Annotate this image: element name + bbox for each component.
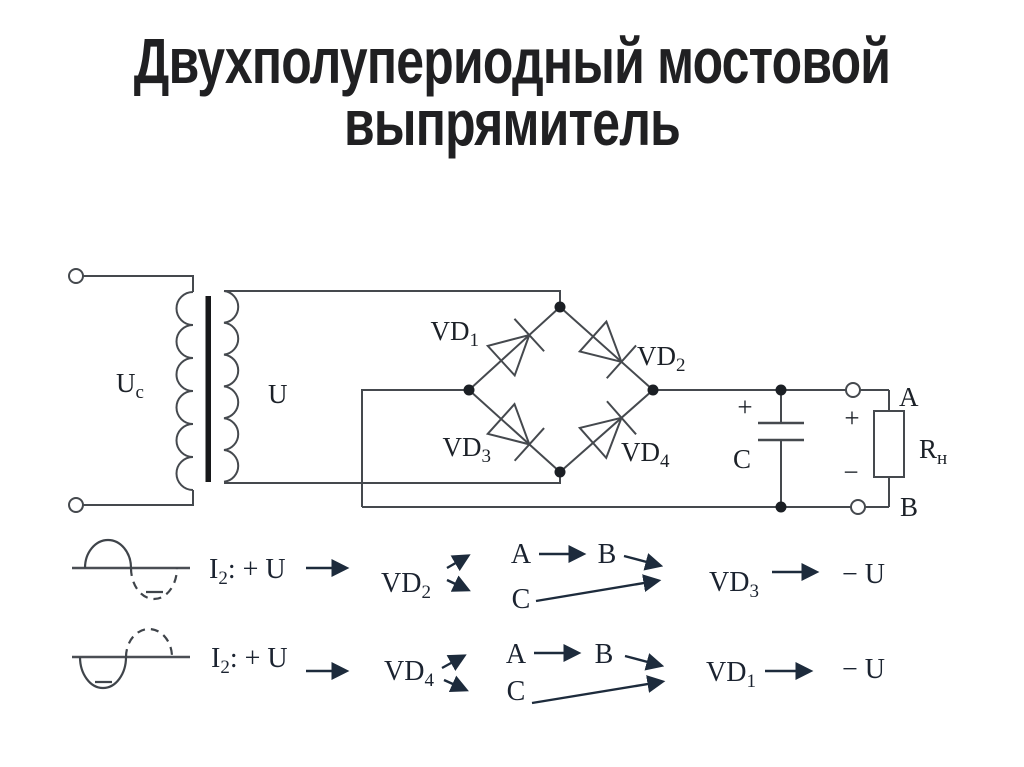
sine-solid-positive-hump: [85, 540, 131, 568]
bridge-right-node: [648, 385, 659, 396]
label-vd1: $VD_1$: [430, 316, 479, 351]
input-terminal-top: [69, 269, 83, 283]
label-terminal-b: B: [900, 492, 919, 522]
diode-cathode-bar: [607, 401, 636, 434]
sine-dashed-positive-hump: [126, 629, 172, 657]
transformer-core: [206, 296, 212, 482]
flow1-merge-arrow-from-b: [624, 556, 658, 565]
flow1-node-b: B: [597, 539, 617, 570]
bridge-bottom-node: [555, 467, 566, 478]
flow1-diode-out-label: $VD_3$: [709, 567, 759, 602]
secondary-bottom-lead: [224, 472, 560, 483]
flow1-diode-in-label: $VD_2$: [381, 568, 431, 603]
bridge-top-node: [555, 302, 566, 313]
primary-lead-top: [83, 276, 193, 292]
capacitor-bottom-junction: [776, 502, 787, 513]
flow-row-negative-halfcycle: [72, 629, 885, 707]
smoothing-capacitor: [758, 390, 804, 507]
flow2-node-b: B: [594, 639, 614, 670]
output-terminal-a: [846, 383, 860, 397]
page-title: Двухполупериодный мостовой выпрямитель: [133, 25, 891, 159]
label-load-resistance: $R_н$: [919, 434, 948, 469]
flow1-input-label: $I_2$: + U: [209, 554, 286, 589]
label-terminal-a: A: [899, 382, 919, 412]
flow1-node-c: C: [511, 584, 531, 615]
sine-dashed-negative-hump: [131, 568, 177, 599]
label-capacitor: C: [732, 444, 752, 474]
flow2-node-a: A: [505, 639, 527, 670]
diode-cathode-bar: [514, 319, 544, 351]
output-terminal-b: [851, 500, 865, 514]
sine-icon-negative-half: [72, 629, 190, 688]
flow2-node-c: C: [506, 676, 526, 707]
primary-coil: [177, 292, 194, 490]
flow2-merge-arrow-from-c: [532, 682, 660, 703]
label-secondary-voltage: U: [268, 379, 288, 409]
flow2-split-arrow-to-c: [444, 680, 464, 689]
label-load-plus: +: [844, 403, 860, 433]
input-terminal-bottom: [69, 498, 83, 512]
resistor-body: [874, 411, 904, 477]
flow1-node-a: A: [510, 539, 532, 570]
flow-row-positive-halfcycle: [72, 539, 885, 615]
label-vd4: $VD_4$: [621, 437, 670, 472]
flow2-merge-arrow-from-b: [625, 656, 659, 665]
label-source-voltage: $U_c$: [116, 368, 144, 403]
flow1-output-label: − U: [842, 559, 886, 590]
label-vd3: $VD_3$: [442, 432, 491, 467]
label-vd2: $VD_2$: [637, 341, 686, 376]
flow2-split-arrow-to-a: [442, 657, 462, 668]
flow1-merge-arrow-from-c: [536, 581, 656, 601]
flow1-split-arrow-to-a: [447, 557, 466, 568]
flow2-diode-out-label: $VD_1$: [706, 657, 756, 692]
bridge-left-node: [464, 385, 475, 396]
diode-cathode-bar: [515, 428, 544, 461]
secondary-coil: [224, 291, 238, 482]
transformer: [69, 269, 238, 512]
primary-lead-bottom: [83, 490, 193, 505]
label-load-minus: −: [843, 457, 859, 487]
flow2-input-label: $I_2$: + U: [211, 643, 288, 678]
flow1-split-arrow-to-c: [447, 580, 466, 589]
secondary-top-rail: [224, 291, 560, 307]
flow2-diode-in-label: $VD_4$: [384, 656, 434, 691]
capacitor-top-junction: [776, 385, 787, 396]
diode-cathode-bar: [607, 345, 636, 378]
sine-icon-positive-half: [72, 540, 190, 599]
label-capacitor-plus: +: [737, 392, 753, 422]
flow2-output-label: − U: [842, 654, 886, 685]
sine-solid-negative-hump: [80, 657, 126, 688]
